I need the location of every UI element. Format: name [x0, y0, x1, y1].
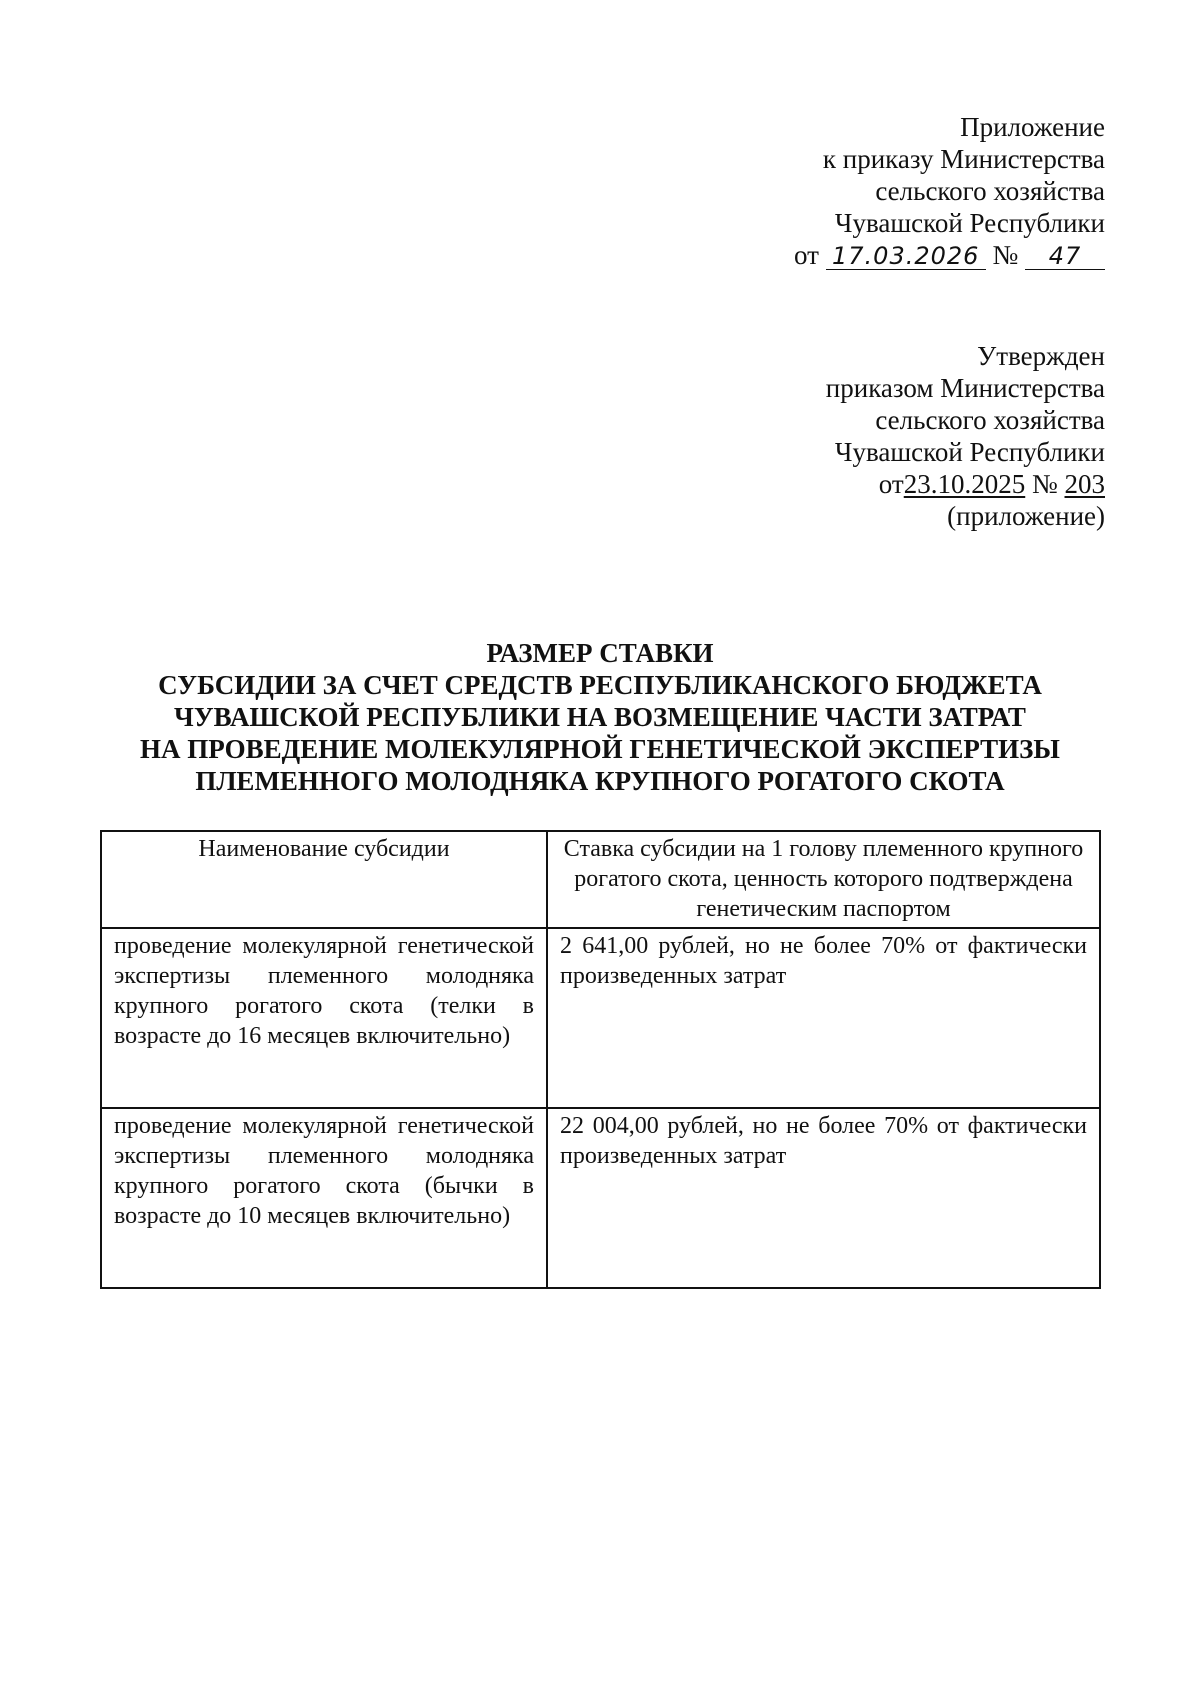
- approved-date-line: [826, 468, 1105, 500]
- approved-line-4: Чувашской Республики: [834, 437, 1105, 467]
- approved-date-prefix: от: [878, 469, 904, 499]
- approved-block: [826, 340, 1105, 532]
- appendix-line-4: Чувашской Республики: [834, 208, 1105, 238]
- title-line-1: РАЗМЕР СТАВКИ: [486, 638, 714, 668]
- approved-line-3: сельского хозяйства: [875, 405, 1105, 435]
- appendix-line-3: сельского хозяйства: [875, 176, 1105, 206]
- approved-number: 203: [1064, 469, 1105, 499]
- approved-date: 23.10.2025: [903, 469, 1026, 499]
- appendix-date-handwritten: 17.03.2026: [826, 243, 986, 270]
- approved-number-prefix: №: [1031, 469, 1058, 499]
- table-row: [101, 1108, 1100, 1288]
- title-line-4: НА ПРОВЕДЕНИЕ МОЛЕКУЛЯРНОЙ ГЕНЕТИЧЕСКОЙ ЭКСПЕРТИЗЫ: [140, 734, 1060, 764]
- appendix-date-prefix: от: [794, 240, 819, 270]
- subsidy-rate-cell: 2 641,00 рублей, но не более 70% от фактически произведенных затрат: [547, 928, 1100, 1108]
- appendix-line-2: к приказу Министерства: [822, 144, 1105, 174]
- approved-note: (приложение): [947, 501, 1105, 531]
- column-header-subsidy-rate: Ставка субсидии на 1 голову племенного крупного рогатого скота, ценность которого подтверждена генетическим паспортом: [547, 831, 1100, 928]
- subsidy-rate-cell: 22 004,00 рублей, но не более 70% от фактически произведенных затрат: [547, 1108, 1100, 1288]
- title-line-2: СУБСИДИИ ЗА СЧЕТ СРЕДСТВ РЕСПУБЛИКАНСКОГО БЮДЖЕТА: [158, 670, 1042, 700]
- table-row: [101, 928, 1100, 1108]
- appendix-line-1: Приложение: [960, 112, 1105, 142]
- table-header-row: [101, 831, 1100, 928]
- approved-line-1: Утвержден: [977, 341, 1105, 371]
- appendix-date-line: [794, 239, 1105, 271]
- title-line-3: ЧУВАШСКОЙ РЕСПУБЛИКИ НА ВОЗМЕЩЕНИЕ ЧАСТИ ЗАТРАТ: [174, 702, 1026, 732]
- appendix-block: [794, 111, 1105, 271]
- appendix-number-prefix: №: [992, 240, 1019, 270]
- appendix-number-handwritten: 47: [1025, 243, 1105, 270]
- document-title: [0, 637, 1200, 797]
- title-line-5: ПЛЕМЕННОГО МОЛОДНЯКА КРУПНОГО РОГАТОГО СКОТА: [195, 766, 1005, 796]
- subsidy-name-cell: проведение молекулярной генетической экспертизы племенного молодняка крупного рогатого скота (телки в возрасте до 16 месяцев включительно): [101, 928, 547, 1108]
- column-header-subsidy-name: Наименование субсидии: [101, 831, 547, 928]
- subsidy-rate-table: [100, 830, 1101, 1289]
- approved-line-2: приказом Министерства: [825, 373, 1105, 403]
- subsidy-name-cell: проведение молекулярной генетической экспертизы племенного молодняка крупного рогатого скота (бычки в возрасте до 10 месяцев включительно): [101, 1108, 547, 1288]
